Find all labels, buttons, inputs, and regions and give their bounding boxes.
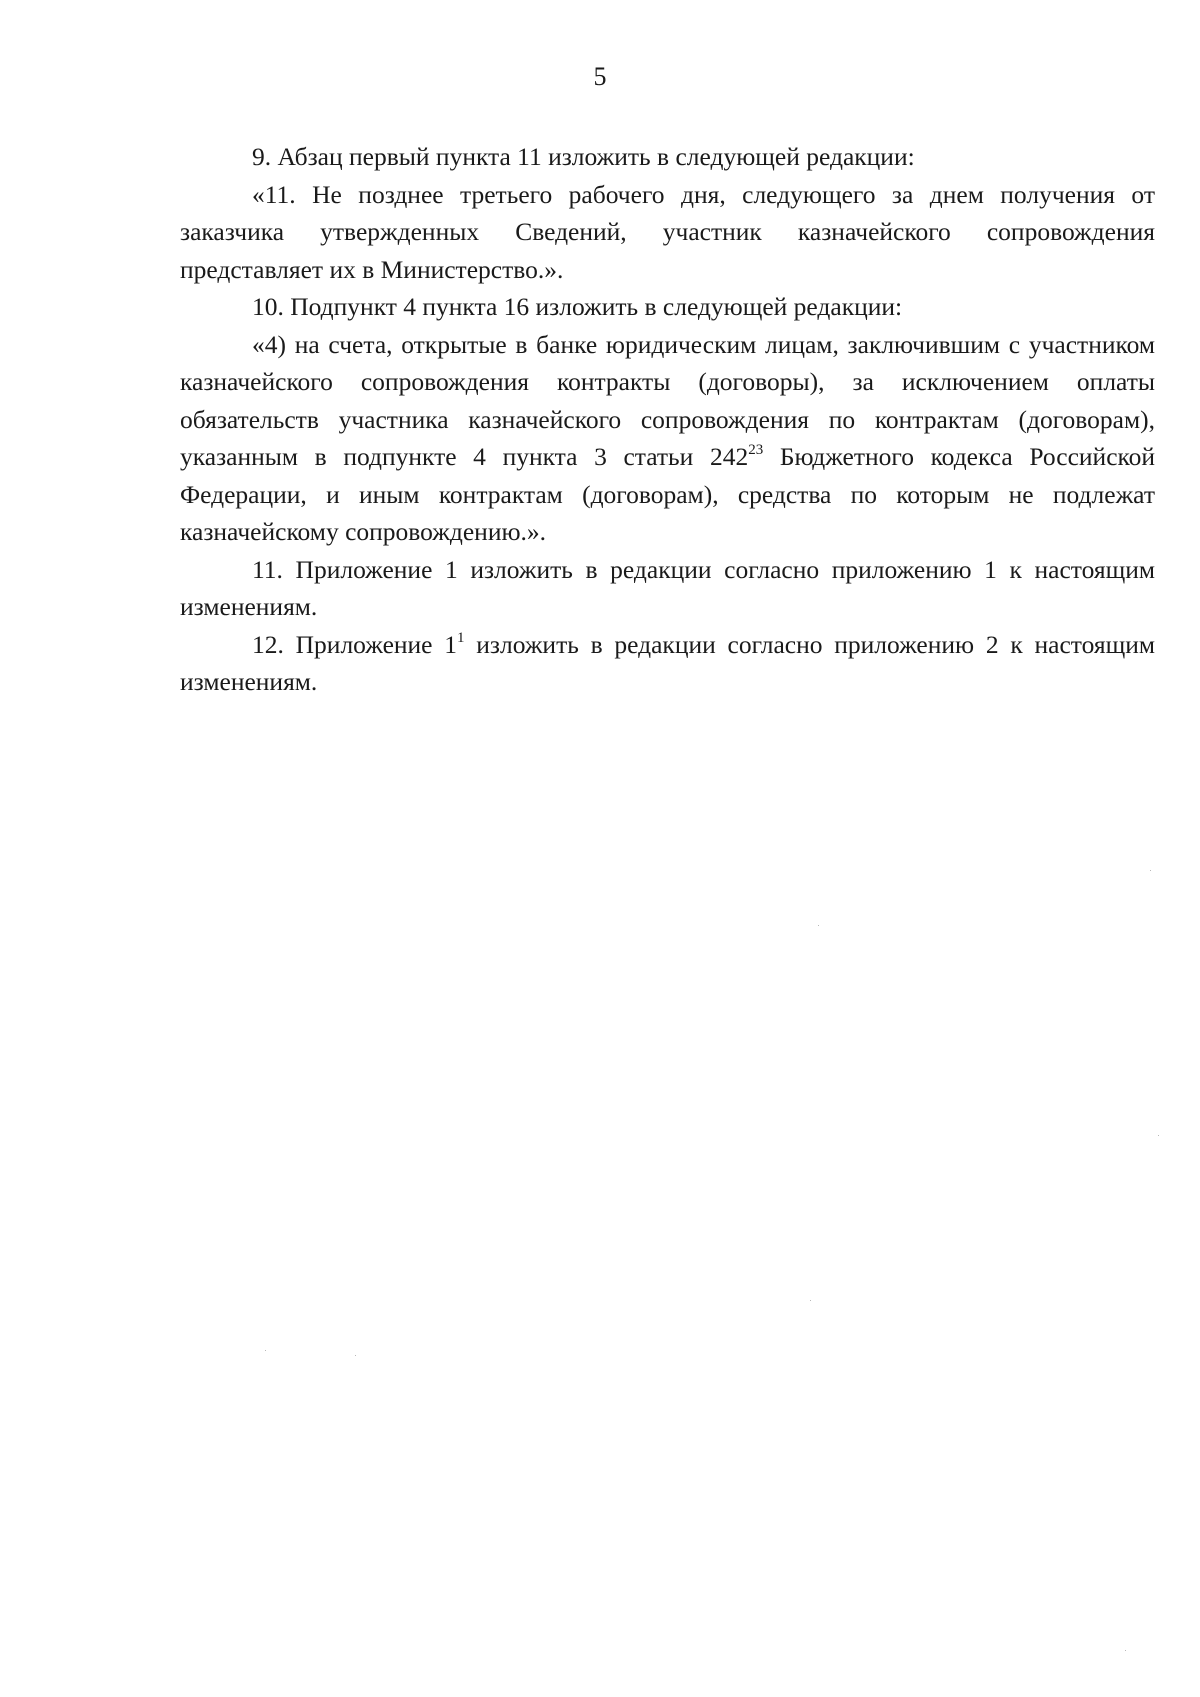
paragraph-item-10 [180, 288, 1155, 326]
paragraph-text: 12. Приложение 1 [252, 629, 457, 659]
paragraph-quoted-item-11 [180, 176, 1155, 289]
paragraph-text: 9. Абзац первый пункта 11 изложить в следующей редакции: [252, 142, 915, 171]
document-body [180, 138, 1155, 701]
article-superscript: 23 [748, 442, 764, 458]
paragraph-item-12 [180, 626, 1155, 701]
scan-speck [818, 925, 819, 926]
scan-speck [1125, 1650, 1126, 1651]
scan-speck [1158, 1135, 1159, 1136]
paragraph-text: 11. Приложение 1 изложить в редакции согласно приложению 1 к настоящим изменениям. [180, 554, 1155, 621]
paragraph-text-tail: Бюджетного кодекса Российской Федерации, и иным контрактам (договорам), средства по которым не подлежат казначейскому сопровождению.». [180, 442, 1155, 546]
paragraph-item-9 [180, 138, 1155, 176]
scan-speck [355, 1355, 356, 1356]
paragraph-text: «4) на счета, открытые в банке юридическим лицам, заключившим с участником казначейского сопровождения контракты (договоры), за исключением оплаты обязательств участника казначейского сопровождения по контрактам (договорам), указанным в подпункте 4 пункта 3 статьи 242 [180, 329, 1155, 471]
paragraph-text: «11. Не позднее третьего рабочего дня, следующего за днем получения от заказчика утвержденных Сведений, участник казначейского сопровождения представляет их в Министерство.». [180, 179, 1155, 284]
scan-speck [1150, 870, 1151, 871]
paragraph-quoted-subitem-4 [180, 326, 1155, 551]
paragraph-text: 10. Подпункт 4 пункта 16 изложить в следующей редакции: [252, 292, 903, 321]
scan-speck [265, 1350, 266, 1351]
appendix-superscript: 1 [457, 629, 465, 646]
page-number: 5 [593, 62, 607, 91]
scan-speck [810, 1300, 811, 1301]
paragraph-text-tail: изложить в редакции согласно приложению 2 к настоящим изменениям. [180, 629, 1155, 696]
paragraph-item-11 [180, 551, 1155, 626]
